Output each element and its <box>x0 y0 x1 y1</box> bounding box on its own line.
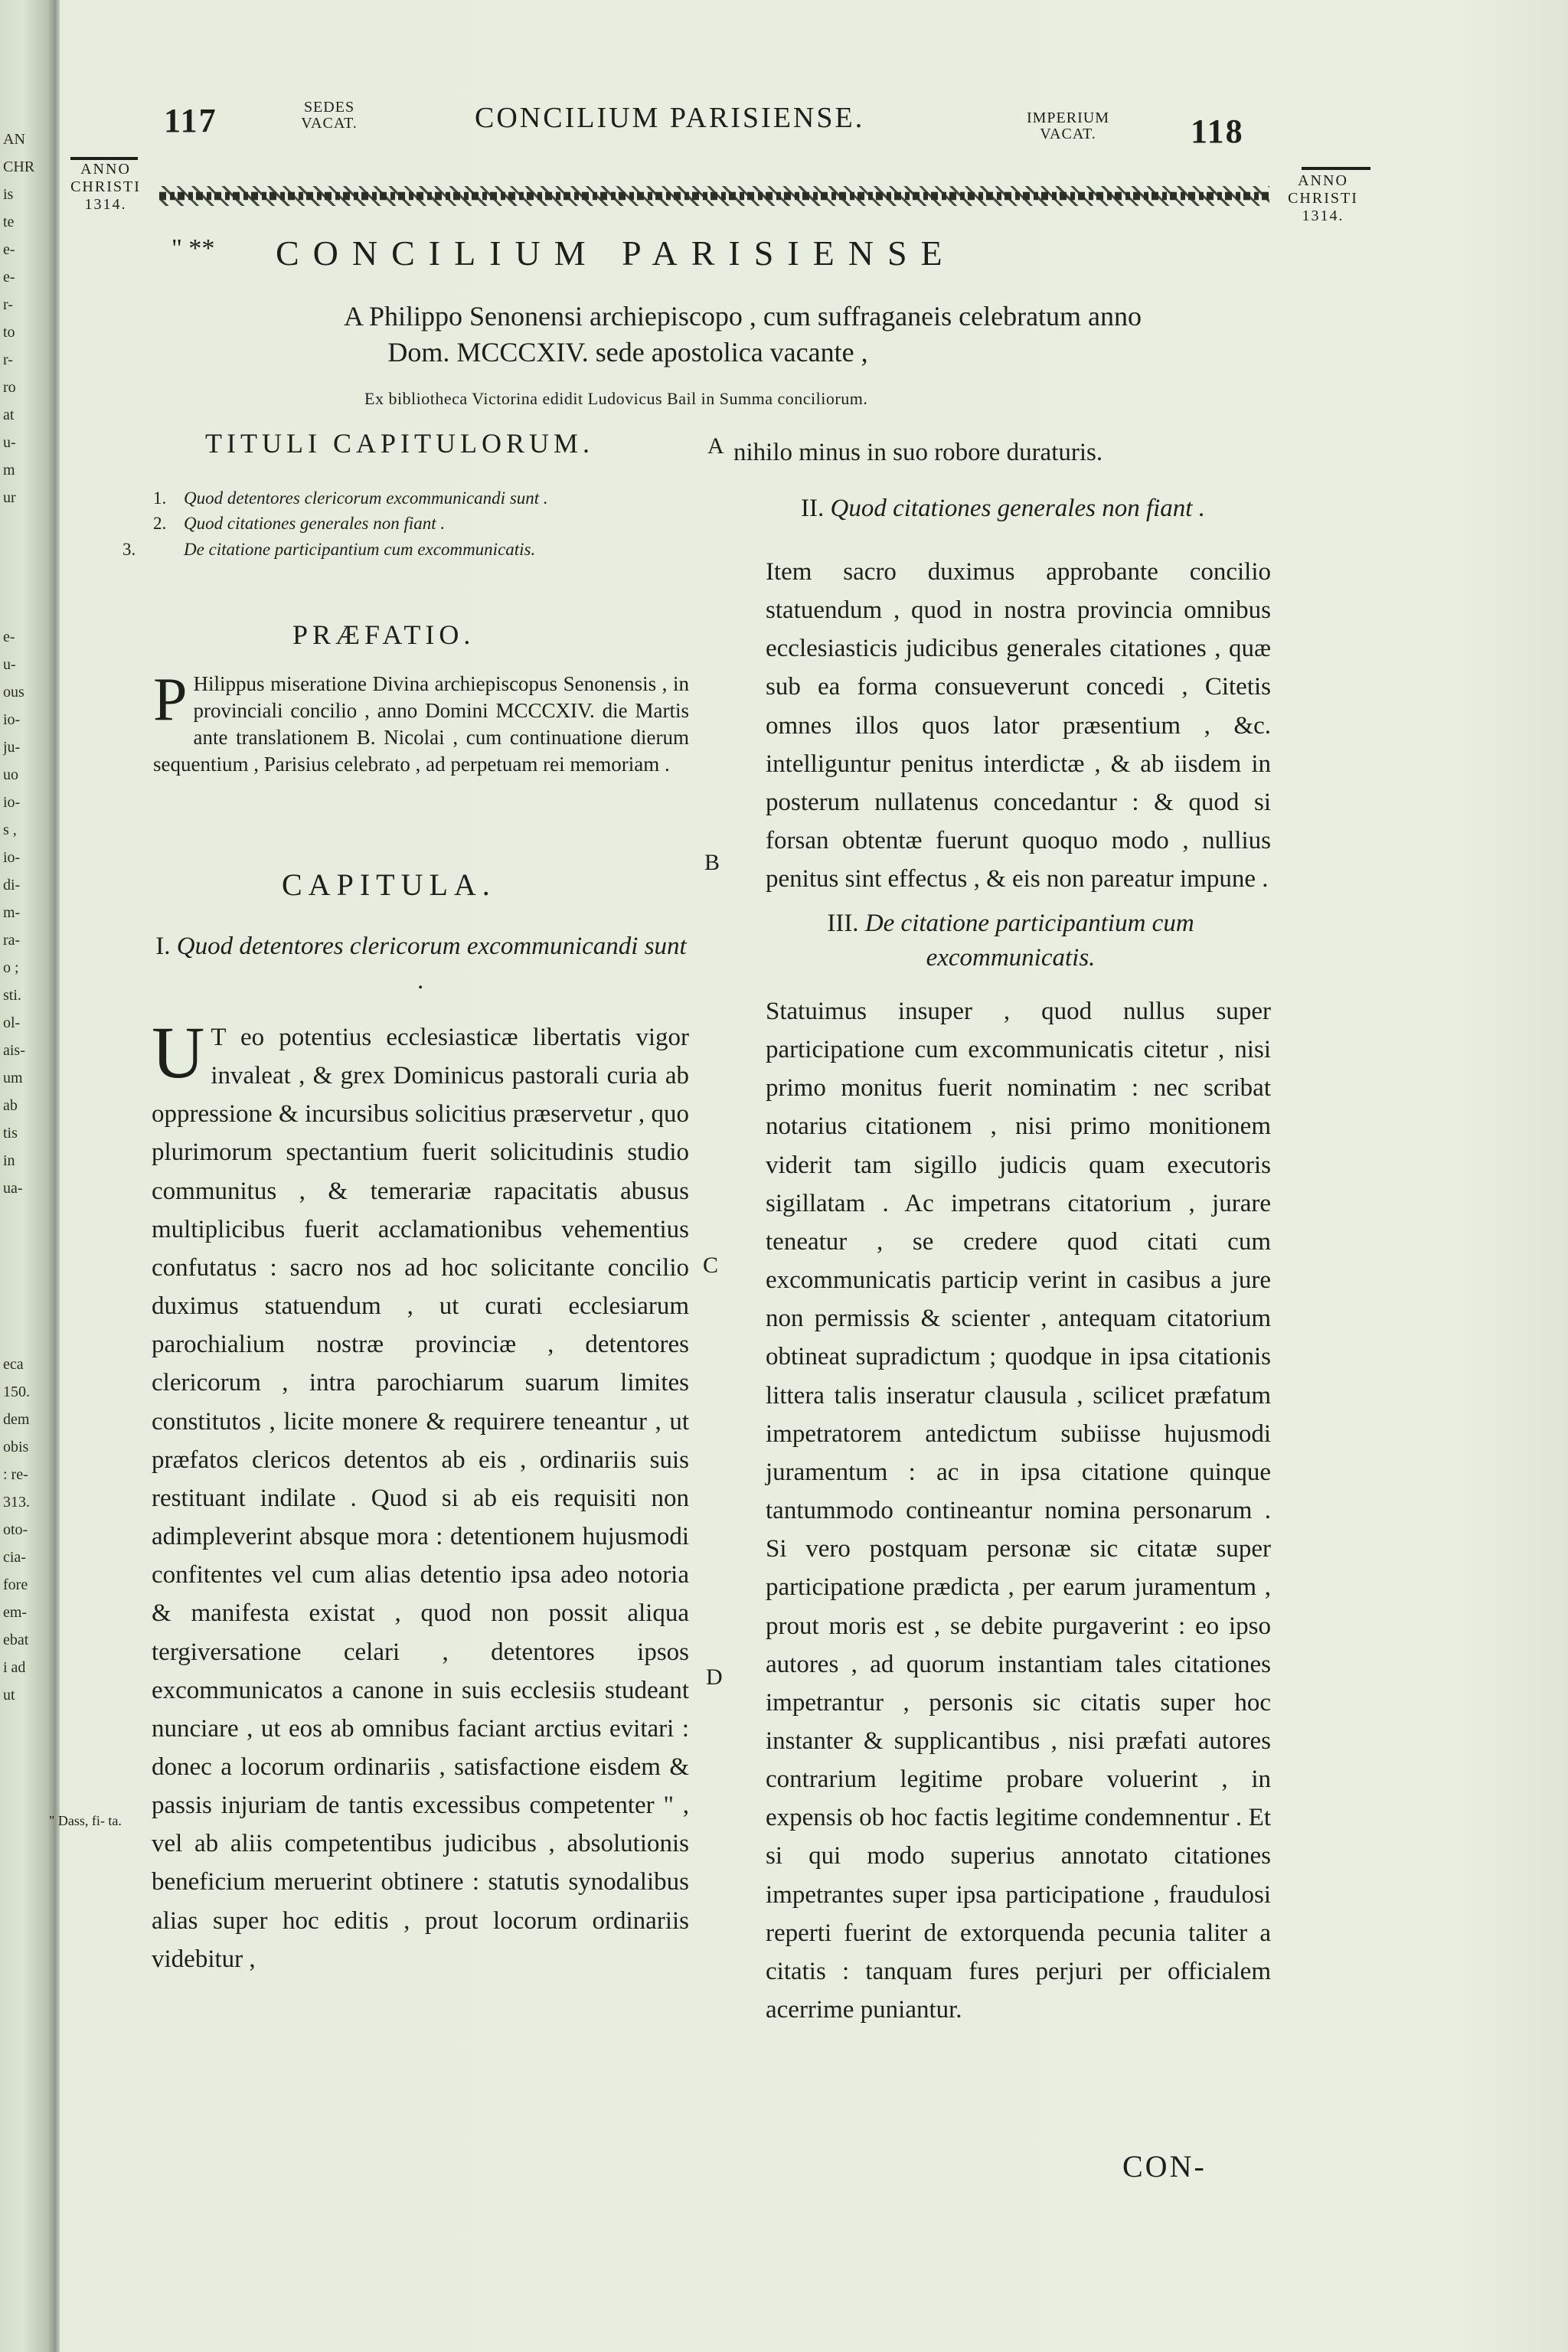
subtitle-line2: Dom. MCCCXIV. sede apostolica vacante , <box>387 337 868 368</box>
gutter-fragment: te <box>3 214 15 230</box>
gutter-fragment: r- <box>3 296 13 313</box>
gutter-fragment: ol- <box>3 1014 21 1031</box>
ch3-text: Statuimus insuper , quod nullus super participatione cum excommunicatis citetur , nisi primo monitus fuerit nominatim : nec scribat notarius citationem , nisi primo monitionem viderit tam sigillo judicis quam executoris sigillatam . Ac impetrans citatorium , jurare teneatur , se credere quod citati cum excommunicatis particip verint in casibus a jure non permissis & scienter , antequam citatorium obtineat supradictum ; quodque in ipsa citationis littera talis inseratur clausula , scilicet præfatum impetratorem antedictum subiisse hujusmodi juramentum : ac in ipsa citatione quinque tantummodo contineantur nomina personarum . Si vero postquam personæ sic citatæ super participatione prædicta , per earum juramentum , prout moris est , se debite purgaverint : eo ipso autores , ad quorum instantiam tales citationes impetrantur , personis sic citatis super hoc instanter & supplicantibus , nisi præfati autores contrarium legitime probare voluerint , in expensis ob hoc factis legitime condemnentur . Et si qui modo superius annotato citationes impetrantes super ipsa participatione , fraudulosi reperti fuerint de extorquenda pecunia taliter a citatis : tanquam fures perjuri per officialem acerrime puniantur. <box>766 998 1271 2024</box>
praefatio-heading: PRÆFATIO. <box>292 619 475 650</box>
gutter-fragment: is <box>3 186 14 203</box>
imperium-vacat: IMPERIUM VACAT. <box>1026 109 1109 142</box>
gutter-fragment: : re- <box>3 1466 28 1483</box>
gutter-fragment: fore <box>3 1576 28 1593</box>
gutter-fragment: cia- <box>3 1549 26 1566</box>
gutter-fragment: ra- <box>3 932 21 949</box>
gutter-fragment: di- <box>3 877 21 893</box>
anno-rule-right <box>1302 167 1370 170</box>
gutter-fragment: io- <box>3 794 21 811</box>
running-title: CONCILIUM PARISIENSE. <box>475 102 865 134</box>
gutter-fragment: CHR <box>3 158 35 175</box>
gutter-fragment: em- <box>3 1604 28 1621</box>
folio-left: 117 <box>164 102 217 139</box>
gutter-fragment: obis <box>3 1439 29 1455</box>
margin-marker-b: B <box>704 850 720 875</box>
gutter-fragment: ebat <box>3 1632 29 1648</box>
gutter-fragment: u- <box>3 434 16 451</box>
anno-rule-left <box>70 157 138 160</box>
gutter-fragment: o ; <box>3 959 19 976</box>
toc-heading: TITULI CAPITULORUM. <box>205 428 594 459</box>
gutter-fragment: ur <box>3 489 16 506</box>
gutter-fragment: u- <box>3 656 16 673</box>
gutter-fragment: dem <box>3 1411 30 1428</box>
gutter-fragment: ro <box>3 379 16 396</box>
gutter-fragment: AN <box>3 131 25 148</box>
right-intro: nihilo minus in suo robore duraturis. <box>733 439 1103 466</box>
folio-right: 118 <box>1191 113 1244 150</box>
gutter-fragment: tis <box>3 1125 18 1142</box>
toc-item: 1. Quod detentores clericorum excommunicandi sunt . <box>153 488 548 508</box>
source-note: Ex bibliotheca Victorina edidit Ludovicus Bail in Summa conciliorum. <box>364 389 868 408</box>
gutter-fragment: m- <box>3 904 21 921</box>
gutter-fragment: 150. <box>3 1383 30 1400</box>
ch1-title <box>153 929 689 998</box>
gutter-fragment: sti. <box>3 987 21 1004</box>
ch2-title <box>735 492 1271 526</box>
anno-christi-right: ANNO CHRISTI 1314. <box>1288 172 1358 224</box>
gutter-fragment: r- <box>3 351 13 368</box>
gutter-fragment: ab <box>3 1097 18 1114</box>
praefatio-text: P Hilippus miseratione Divina archiepiscopus Senonensis , in provinciali concilio , anno Domini MCCCXIV. die Martis ante translationem B. Nicolai , cum continuatione dierum sequentium , Parisius celebrato , ad perpetuam rei memoriam . <box>153 666 689 776</box>
ch1-initial: U <box>152 1011 205 1093</box>
gutter-fragment: io- <box>3 849 21 866</box>
gutter-fragment: ut <box>3 1687 15 1704</box>
gutter-fragment: ua- <box>3 1180 23 1197</box>
gutter-fragment: e- <box>3 629 15 645</box>
gutter-fragment: 313. <box>3 1494 30 1511</box>
gutter-fragment: eca <box>3 1356 24 1373</box>
ch3-title <box>766 906 1256 975</box>
gutter-fragment: oto- <box>3 1521 28 1538</box>
margin-marker-a: A <box>707 433 724 459</box>
gutter-fragment: um <box>3 1070 23 1086</box>
ch1-number: I. <box>155 933 171 960</box>
margin-footnote: " Dass, fi- ta. <box>49 1813 122 1828</box>
gutter-fragment: ju- <box>3 739 21 756</box>
toc-list <box>122 485 697 562</box>
gutter-fragment: at <box>3 407 15 423</box>
ch1-title-text: Quod detentores clericorum excommunicandi sunt . <box>176 933 687 995</box>
gutter-fragment: to <box>3 324 15 341</box>
gutter-fragment: e- <box>3 241 15 258</box>
anno-christi-left: ANNO CHRISTI 1314. <box>70 161 141 213</box>
ch2-title-text: Quod citationes generales non fiant . <box>830 495 1205 522</box>
ch1-text: U T eo potentius ecclesiasticæ libertatis vigor invaleat , & grex Dominicus pastorali curia ab oppressione & incursibus solicitius præservetur , quo plurimorum spectantium fuerit solicitudinis studio communitus , & temerariæ rapacitatis abusus multiplicibus fuerit acclamationibus vehementius confutatus : sacro nos ad hoc solicitante concilio duximus statuendum , ut curati ecclesiarum parochialium nostræ provinciæ , detentores clericorum , intra parochiarum suarum limites constitutos , licite monere & requirere teneantur , ut præfatos clericos detentos ab eis , ordinariis suis restituant indilate . Quod si ab eis requisiti non adimpleverint absque mora : detentionem hujusmodi confitentes vel cum alias detentio ipsa adeo notoria & manifesta existat , quod non possit aliqua tergiversatione celari , detentores ipsos excommunicatos a canone in suis ecclesiis studeant nunciare , ut eos ab omnibus faciant arctius evitari : donec a locorum ordinariis , satisfactione eisdem & passis injuriam de tantis excessibus competenter " , vel ab aliis competentibus judicibus , absolutionis beneficium meruerint obtinere : statutis synodalibus alias super hoc editis , prout locorum ordinariis videbitur , <box>152 1011 689 1973</box>
margin-marker-d: D <box>706 1664 723 1690</box>
margin-marker-c: C <box>703 1253 719 1278</box>
gutter-fragment: in <box>3 1152 15 1169</box>
ch2-number: II. <box>801 495 825 522</box>
gutter-text-mid <box>3 628 41 1207</box>
catchword: CON- <box>1122 2149 1207 2184</box>
gutter-fragment: m <box>3 462 15 479</box>
subtitle-line1: A Philippo Senonensi archiepiscopo , cum suffraganeis celebratum anno <box>343 301 1142 332</box>
ch3-title-text: De citatione participantium cum excommunicatis. <box>864 910 1194 972</box>
capitula-heading: CAPITULA. <box>282 867 496 902</box>
gutter-text-top <box>3 130 41 516</box>
ch2-text: Item sacro duximus approbante concilio statuendum , quod in nostra provincia omnibus ecclesiasticis judicibus generales citationes , quæ sub ea forma consueverunt concedi , Citetis omnes illos quos lator præsentium , &c. intelliguntur penitus interdictæ , & ab iisdem in posterum nullatenus concedantur : & quod si forsan obtentæ fuerunt quoquo modo , nullius penitus sint effectus , & eis non pareatur impune . <box>766 558 1271 893</box>
toc-item: 2. Quod citationes generales non fiant . <box>153 514 446 534</box>
toc-item: 3. De citatione participantium cum excommunicatis. <box>122 539 536 559</box>
gutter-fragment: ous <box>3 684 24 701</box>
gutter-fragment: io- <box>3 711 21 728</box>
ornament-band-pattern <box>159 186 1269 206</box>
gutter-fragment: s , <box>3 822 17 838</box>
title-mark: " ** <box>172 234 215 263</box>
gutter-fragment: e- <box>3 269 15 286</box>
gutter-fragment: ais- <box>3 1042 25 1059</box>
praefatio-initial: P <box>153 666 188 733</box>
sedes-vacat: SEDES VACAT. <box>301 99 358 132</box>
gutter-fragment: i ad <box>3 1659 26 1676</box>
main-title: CONCILIUM PARISIENSE <box>276 234 956 273</box>
ch3-number: III. <box>827 910 859 937</box>
gutter-fragment: uo <box>3 766 18 783</box>
gutter-text-low <box>3 1355 41 1713</box>
